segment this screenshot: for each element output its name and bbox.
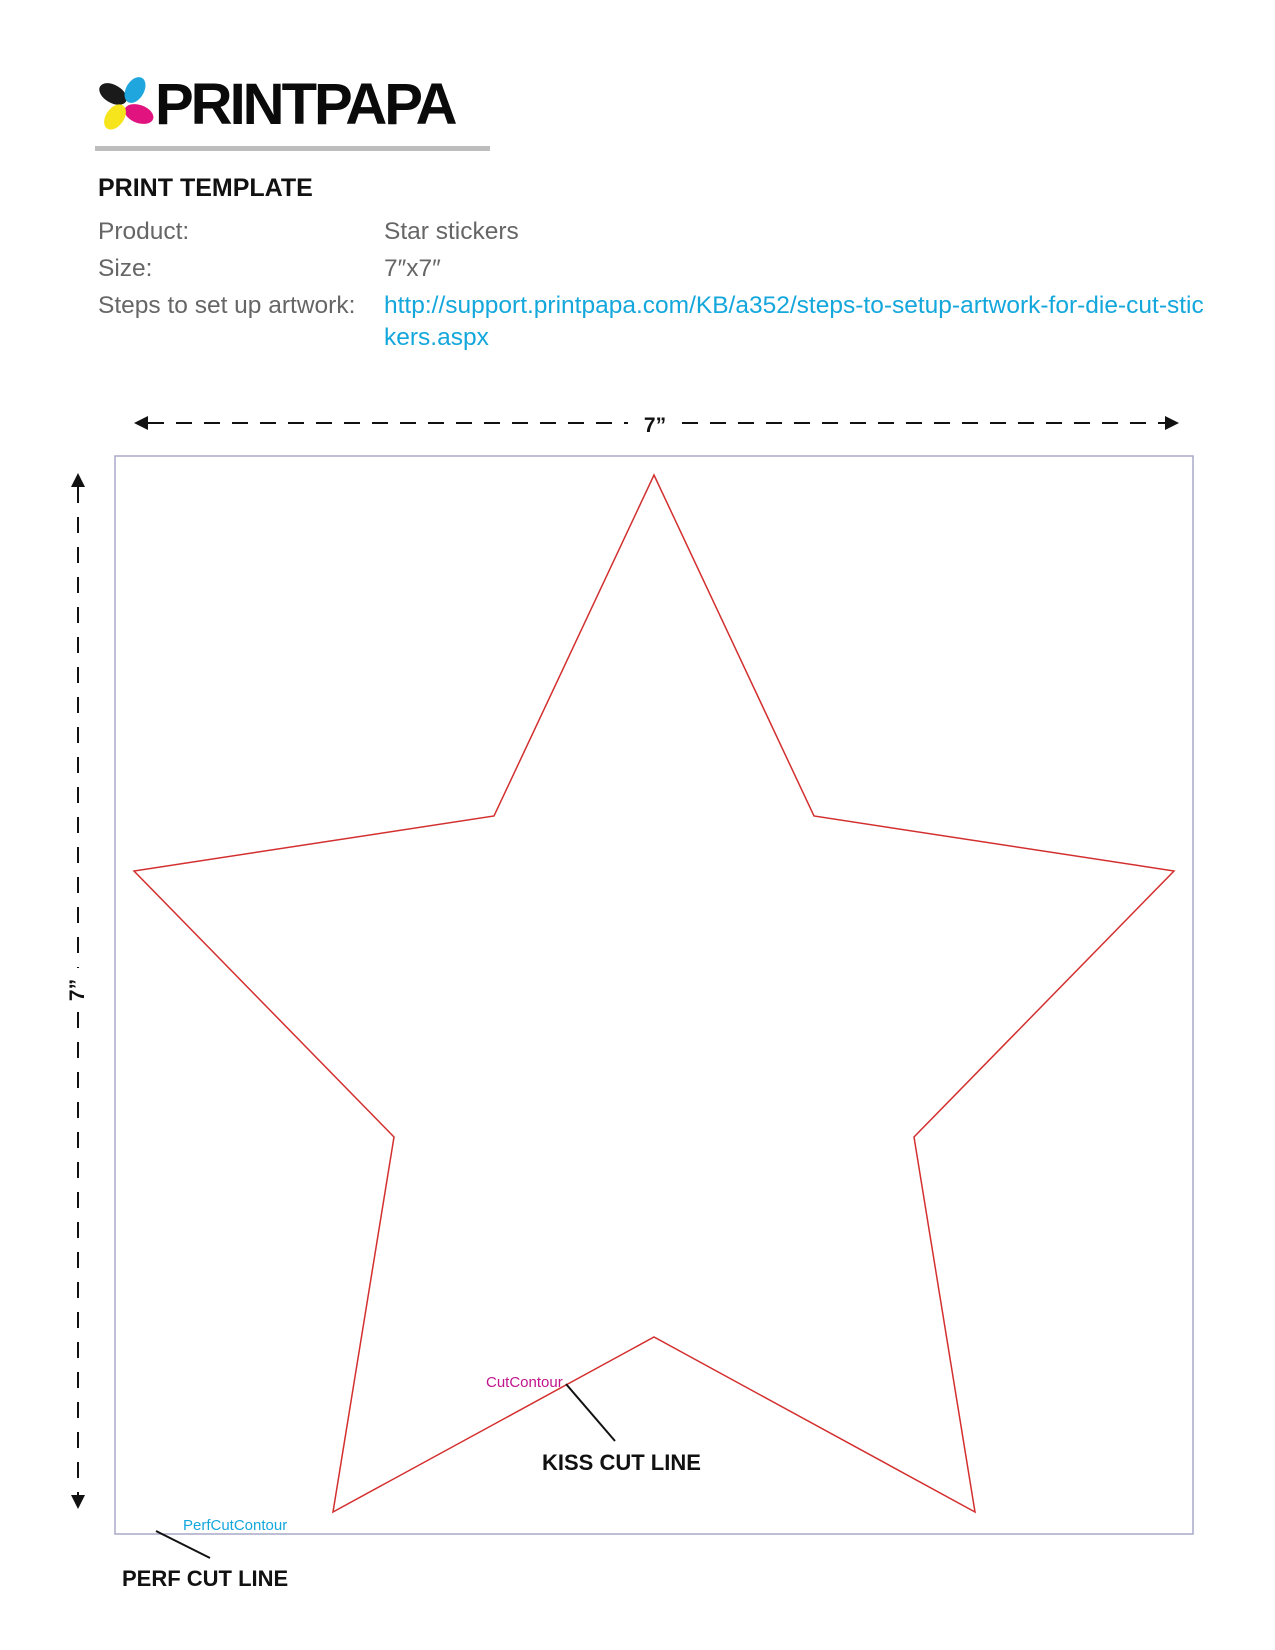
steps-label: Steps to set up artwork:	[98, 292, 356, 319]
page-title: PRINT TEMPLATE	[98, 174, 313, 202]
product-label: Product:	[98, 218, 190, 245]
kiss-cut-line-label: KISS CUT LINE	[542, 1450, 701, 1475]
perf-cut-leader-line	[156, 1531, 210, 1558]
kiss-cut-leader-line	[566, 1384, 615, 1441]
star-cut-outline	[134, 475, 1174, 1512]
size-value: 7″x7″	[384, 255, 441, 282]
perf-cut-frame	[115, 456, 1193, 1534]
product-value: Star stickers	[384, 218, 519, 245]
size-label: Size:	[98, 255, 153, 282]
height-dimension-label: 7”	[66, 978, 89, 1002]
brand-name: PRINTPAPA	[155, 72, 455, 137]
width-dimension-label: 7”	[643, 414, 667, 437]
steps-link[interactable]: http://support.printpapa.com/KB/a352/steps-to-setup-artwork-for-die-cut-stickers.aspx	[384, 292, 1204, 351]
perf-cut-contour-tag: PerfCutContour	[183, 1517, 288, 1534]
perf-cut-line-label: PERF CUT LINE	[122, 1566, 289, 1591]
cut-contour-tag: CutContour	[486, 1374, 563, 1391]
